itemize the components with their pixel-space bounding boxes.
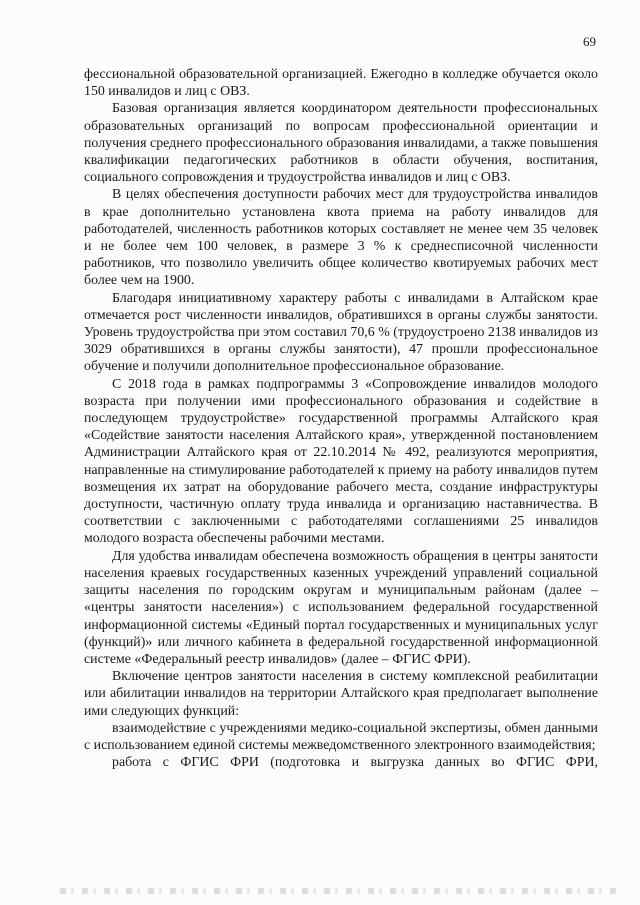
page-number: 69 <box>583 34 596 49</box>
paragraph-subprogram: С 2018 года в рамках подпрограммы 3 «Сопровождение инвалидов молодого возраста при получении ими профессионального образования и содействие в последующем трудоустройстве» государственной программы Алтайского края «Содействие занятости населения Алтайского края», утвержденной постановлением Администрации Алтайского края от 22.10.2014 № 492, реализуются мероприятия, направленные на стимулирование работодателей к приему на работу инвалидов путем возмещения их затрат на оборудование рабочего места, создание инфраструктуры доступности, частичную оплату труда инвалида и организацию наставничества. В соответствии с заключенными с работодателями соглашениями 25 инвалидов молодого возраста обеспечены рабочими местами. <box>84 376 598 547</box>
paragraph-function-fgis: работа с ФГИС ФРИ (подготовка и выгрузка данных во ФГИС ФРИ, <box>112 755 598 771</box>
paragraph-online-access: Для удобства инвалидам обеспечена возможность обращения в центры занятости населения краевых государственных казенных учреждений управлений социальной защиты населения по городским округам и муниципальным районам (далее – «центры занятости населения») с использованием федеральной государственной информационной системы «Единый портал государственных и муниципальных услуг (функций)» или личного кабинета в федеральной государственной информационной системе «Федеральный реестр инвалидов» (далее – ФГИС ФРИ). <box>84 548 598 667</box>
paragraph-continuation: фессиональной образовательной организацией. Ежегодно в колледже обучается около 150 инвалидов и лиц с ОВЗ. <box>84 67 598 100</box>
paragraph-function-msе-interaction: взаимодействие с учреждениями медико-социальной экспертизы, обмен данными с использованием единой системы межведомственного электронного взаимодействия; <box>84 720 598 753</box>
paragraph-rehabilitation-system: Включение центров занятости населения в систему комплексной реабилитации или абилитации инвалидов на территории Алтайского края предполагает выполнение ими следующих функций: <box>84 669 598 719</box>
paragraph-employment-level: Благодаря инициативному характеру работы с инвалидами в Алтайском крае отмечается рост численности инвалидов, обратившихся в органы службы занятости. Уровень трудоустройства при этом составил 70,6 % (трудоустроено 2138 инвалидов из 3029 обратившихся в органы службы занятости), 47 прошли профессиональное обучение и получили дополнительное профессиональное образование. <box>84 290 598 375</box>
paragraph-base-organization: Базовая организация является координатором деятельности профессиональных образовательных организаций по вопросам профессиональной ориентации и получения среднего профессионального образования инвалидами, а также повышения квалификации педагогических работников в области обучения, воспитания, социального сопровождения и трудоустройства инвалидов и лиц с ОВЗ. <box>84 101 598 186</box>
paragraph-employment-quota: В целях обеспечения доступности рабочих мест для трудоустройства инвалидов в крае дополнительно установлена квота приема на работу инвалидов для работодателей, численность работников которых составляет не менее чем 35 человек и не более чем 100 человек, в размере 3 % к среднесписочной численности работников, что позволило увеличить общее количество квотируемых рабочих мест более чем на 1900. <box>84 187 598 289</box>
text-body <box>84 66 598 771</box>
scan-edge-artifact <box>60 888 620 894</box>
